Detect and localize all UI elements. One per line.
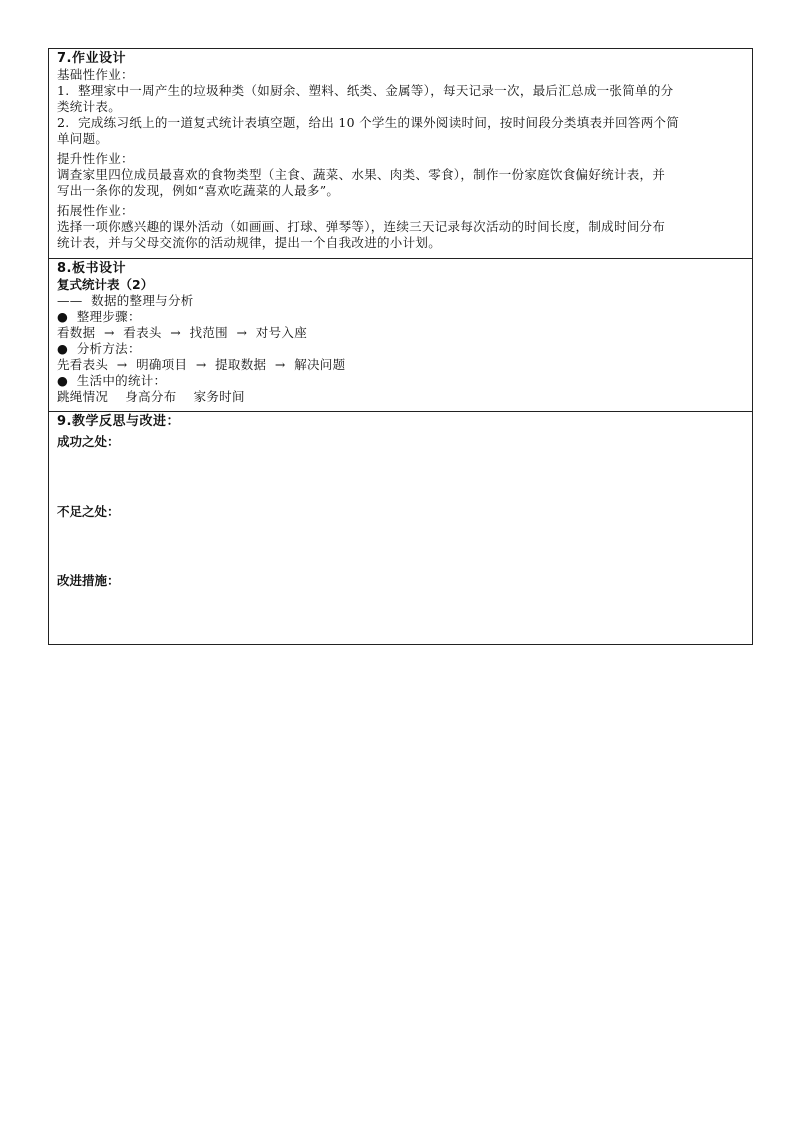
section-title: 7.作业设计 — [57, 51, 126, 66]
board-design-section — [49, 259, 752, 412]
lesson-plan-table — [48, 48, 753, 645]
improve-homework-line: 写出一条你的发现，例如“喜欢吃蔬菜的人最多”。 — [57, 183, 340, 198]
board-line: ● 生活中的统计： — [57, 373, 167, 388]
board-line: 跳绳情况 身高分布 家务时间 — [57, 389, 245, 404]
success-label: 成功之处： — [57, 434, 120, 449]
board-line: ● 整理步骤： — [57, 309, 141, 324]
extend-homework-line: 选择一项你感兴趣的课外活动（如画画、打球、弹琴等），连续三天记录每次活动的时间长度，制成时间分布 — [57, 219, 666, 234]
board-line: 看数据 → 看表头 → 找范围 → 对号入座 — [57, 325, 308, 340]
improve-homework-heading: 提升性作业： — [57, 151, 134, 166]
section-title: 8.板书设计 — [57, 261, 126, 276]
section-title: 9.教学反思与改进： — [57, 414, 180, 429]
basic-homework-line: 单问题。 — [57, 131, 109, 146]
board-title: 复式统计表（2） — [57, 277, 154, 292]
basic-homework-line: 1. 整理家中一周产生的垃圾种类（如厨余、塑料、纸类、金属等），每天记录一次，最后汇总成一张简单的分 — [57, 83, 674, 98]
basic-homework-line: 2. 完成练习纸上的一道复式统计表填空题，给出 10 个学生的课外阅读时间，按时间段分类填表并回答两个简 — [57, 115, 680, 130]
board-subtitle: —— 数据的整理与分析 — [57, 293, 194, 308]
board-line: ● 分析方法： — [57, 341, 141, 356]
improve-homework-line: 调查家里四位成员最喜欢的食物类型（主食、蔬菜、水果、肉类、零食），制作一份家庭饮食偏好统计表，并 — [57, 167, 666, 182]
measures-label: 改进措施： — [57, 573, 120, 588]
extend-homework-line: 统计表，并与父母交流你的活动规律，提出一个自我改进的小计划。 — [57, 235, 442, 250]
shortfall-label: 不足之处： — [57, 504, 120, 519]
homework-design-section — [49, 49, 752, 259]
basic-homework-heading: 基础性作业： — [57, 67, 134, 82]
basic-homework-line: 类统计表。 — [57, 99, 122, 114]
board-line: 先看表头 → 明确项目 → 提取数据 → 解决问题 — [57, 357, 346, 372]
extend-homework-heading: 拓展性作业： — [57, 203, 134, 218]
teaching-reflection-section — [49, 412, 752, 644]
